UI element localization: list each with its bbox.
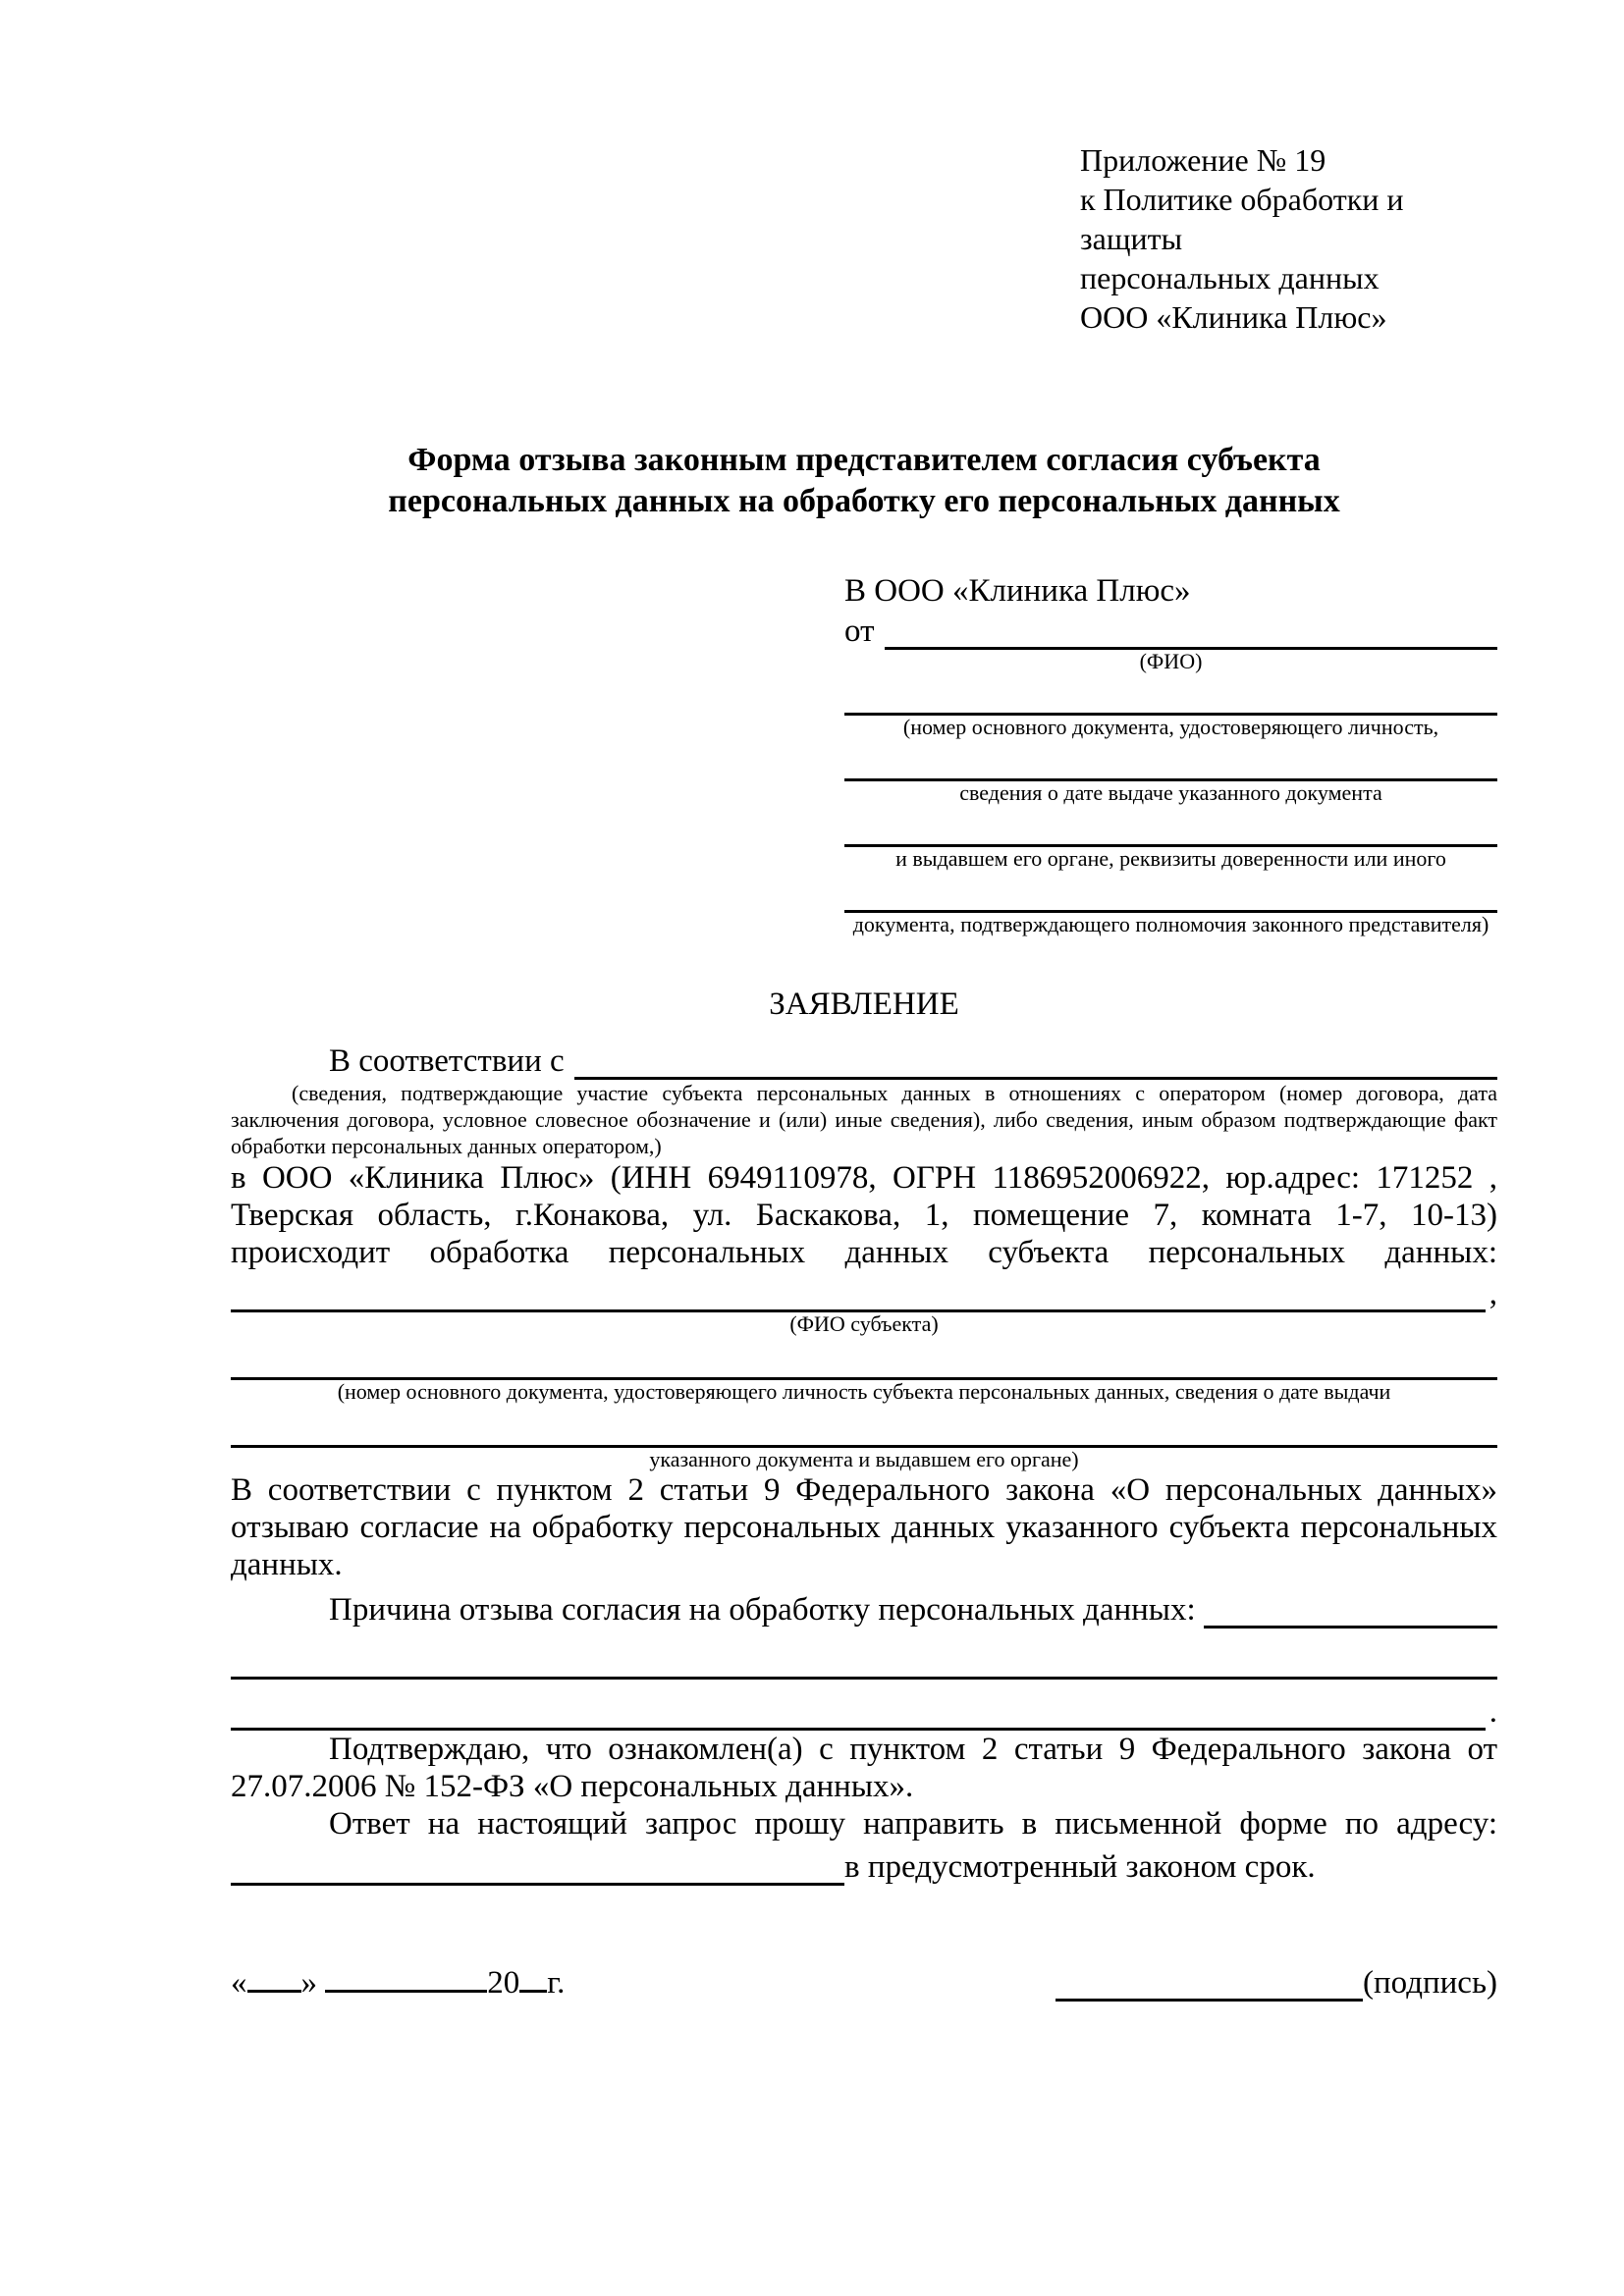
issue-date-caption: сведения о дате выдаче указанного документа: [959, 780, 1382, 805]
organization-name-line: ООО «Клиника Плюс»: [1080, 299, 1387, 335]
reason-blank-line-2: [231, 1643, 1497, 1680]
signature-blank-line: [1056, 1965, 1363, 2002]
fio-caption: (ФИО): [1139, 649, 1203, 673]
document-number-field-group: [844, 673, 1497, 739]
date-year-prefix: 20: [487, 1965, 520, 2001]
subject-line-comma: ,: [1489, 1276, 1497, 1311]
policy-reference-line2: персональных данных: [1080, 260, 1380, 295]
title-line-2: персональных данных на обработку его персональных данных: [388, 483, 1340, 519]
document-title: [231, 440, 1497, 522]
issuing-authority-blank-line: [844, 805, 1497, 847]
date-year-suffix: г.: [547, 1965, 566, 2001]
signature-caption: (подпись): [1363, 1965, 1497, 2001]
reason-label: Причина отзыва согласия на обработку персональных данных:: [329, 1592, 1196, 1628]
document-number-blank-line: [844, 673, 1497, 716]
date-close-quote: »: [300, 1965, 317, 2001]
intro-label: В соответствии с: [329, 1043, 565, 1079]
confirm-paragraph: Подтверждаю, что ознакомлен(а) с пунктом 2 статьи 9 Федерального закона от 27.07.2006 № 152-ФЗ «О персональных данных».: [231, 1732, 1497, 1804]
subject-fio-row: [231, 1271, 1497, 1312]
subject-document-caption-2: указанного документа и выдавшем его органе): [649, 1447, 1079, 1471]
addressee-organization: В ООО «Клиника Плюс»: [844, 573, 1191, 609]
reply-address-blank-line: [231, 1849, 844, 1886]
reason-blank-line-3: [231, 1694, 1486, 1731]
date-month-blank: [325, 1964, 487, 1993]
reason-blank-line-1: [1204, 1592, 1497, 1629]
date-day-blank: [247, 1964, 301, 1993]
subject-document-blank-line: [231, 1336, 1497, 1380]
reason-row: [231, 1583, 1497, 1629]
document-number-caption: (номер основного документа, удостоверяющего личность,: [902, 715, 1439, 739]
small-print-note: (сведения, подтверждающие участие субъекта персональных данных в отношениях с оператором (номер договора, дата заключения договора, условное словесное обозначение и (или) иные сведения), либо сведения, иным образом подтверждающие факт обработки персональных данных оператором,): [231, 1081, 1497, 1158]
date-year-blank: [519, 1964, 547, 1993]
reason-line-period: .: [1489, 1694, 1497, 1730]
intro-row: [231, 1037, 1497, 1080]
date-open-quote: «: [231, 1965, 247, 2001]
from-row: [844, 611, 1497, 650]
subject-fio-caption: (ФИО субъекта): [789, 1311, 939, 1336]
title-line-1: Форма отзыва законным представителем согласия субъекта: [407, 442, 1321, 478]
issuing-authority-caption: и выдавшем его органе, реквизиты доверенности или иного: [895, 846, 1446, 871]
issue-date-field-group: [844, 739, 1497, 805]
statement-heading: ЗАЯВЛЕНИЕ: [769, 987, 959, 1022]
authority-document-caption: документа, подтверждающего полномочия законного представителя): [852, 912, 1489, 936]
authority-document-field-group: [844, 871, 1497, 936]
reply-intro-paragraph: Ответ на настоящий запрос прошу направить в письменной форме по адресу:: [329, 1806, 1497, 1842]
issue-date-blank-line: [844, 739, 1497, 781]
from-label: от: [844, 614, 875, 649]
signature-group: [1056, 1964, 1497, 2002]
addressee-block: [844, 571, 1497, 936]
withdraw-paragraph: В соответствии с пунктом 2 статьи 9 Федерального закона «О персональных данных» отзываю согласие на обработку персональных данных указанного субъекта персональных данных.: [231, 1472, 1497, 1582]
reply-address-row: [231, 1842, 1497, 1886]
appendix-header: [1080, 0, 1512, 337]
subject-document-caption-1: (номер основного документа, удостоверяющего личность субъекта персональных данных, сведения о дате выдачи: [337, 1379, 1391, 1404]
subject-authority-blank-line: [231, 1404, 1497, 1448]
authority-document-blank-line: [844, 871, 1497, 913]
from-name-blank-line: [885, 614, 1498, 650]
issuing-authority-field-group: [844, 805, 1497, 871]
reply-suffix: в предусмотренный законом срок.: [844, 1849, 1316, 1885]
footer-row: [231, 1964, 1497, 2002]
reason-blank-row-2: [231, 1629, 1497, 1680]
reason-blank-row-3: [231, 1680, 1497, 1731]
operator-paragraph: в ООО «Клиника Плюс» (ИНН 6949110978, ОГРН 1186952006922, юр.адрес: 171252 , Тверская область, г.Конакова, ул. Баскакова, 1, помещение 7, комната 1-7, 10-13) происходит обработка персональных данных субъекта персональных данных:: [231, 1160, 1497, 1270]
intro-blank-line: [574, 1043, 1497, 1080]
subject-fio-blank-line: [231, 1276, 1486, 1312]
appendix-number-line: Приложение № 19: [1080, 142, 1326, 178]
date-group: [231, 1964, 565, 2002]
policy-reference-line: к Политике обработки и защиты: [1080, 182, 1404, 256]
